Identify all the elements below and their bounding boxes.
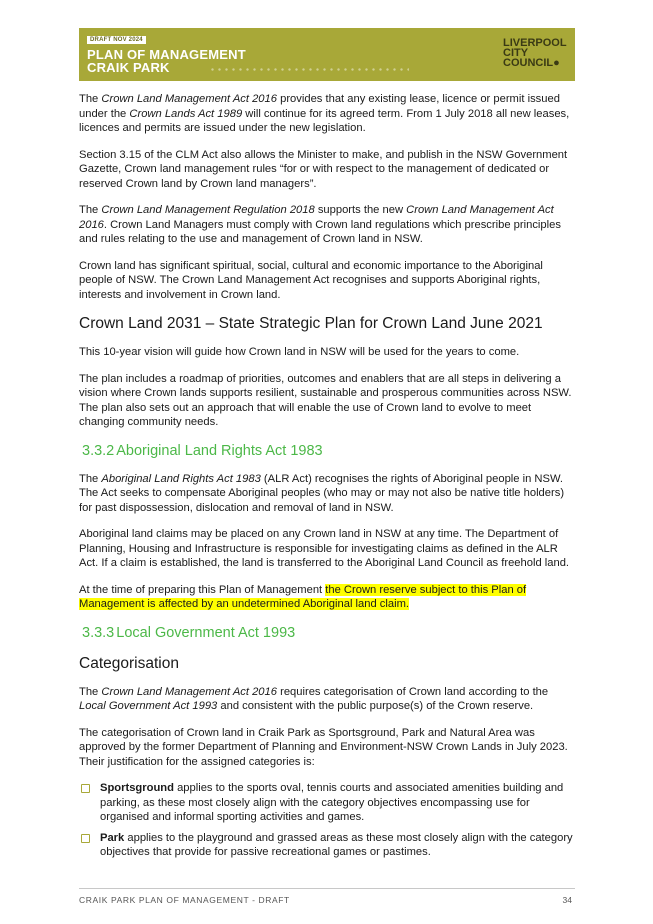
paragraph (79, 472, 575, 516)
council-logo (503, 38, 565, 68)
list-item (79, 831, 575, 860)
text-run: The (79, 93, 102, 105)
text-run: supports the new (314, 204, 407, 216)
section-number: 3.3.3 (82, 624, 115, 641)
paragraph (79, 203, 575, 247)
footer-page-number: 34 (562, 895, 572, 905)
paragraph: Section 3.15 of the CLM Act also allows the Minister to make, and publish in the NSW Government Gazette, Crown land management rules “for or with respect to the management of dedicated or reserved Crown land by Crown land managers”. (79, 148, 568, 190)
subheading-crown-land-2031: Crown Land 2031 – State Strategic Plan for Crown Land June 2021 (79, 315, 543, 332)
text-run: The (79, 472, 102, 485)
highlighted-text: the Crown reserve subject to this Plan of Management is affected by an undetermined Aboriginal land claim. (79, 583, 527, 610)
logo-line: CITY (503, 47, 529, 59)
text-run: The (79, 685, 102, 698)
logo-line: LIVERPOOL (503, 37, 567, 49)
category-description: applies to the sports oval, tennis courts and associated amenities building and parking, as these most closely align with the category objectives encompassing use for organised and informal sporting activities and games. (100, 782, 564, 823)
paragraph (79, 92, 575, 136)
italic-act-name: Aboriginal Land Rights Act 1983 (101, 472, 261, 485)
category-name: Sportsground (100, 782, 174, 794)
list-item (79, 781, 575, 825)
section-heading-3-3-2 (82, 442, 575, 460)
text-run: (ALR Act) recognises the rights of Aboriginal people in NSW. The Act seeks to compensate Aboriginal peoples (who may or may not also be native title holders) for past dispossession, dislocation and removal of land in NSW. (79, 472, 565, 514)
footer-document-title: CRAIK PARK PLAN OF MANAGEMENT - DRAFT (79, 895, 290, 905)
footer-divider (79, 888, 575, 889)
subheading-categorisation: Categorisation (79, 654, 179, 672)
category-description: applies to the playground and grassed areas as these most closely align with the category objectives that provide for passive recreational games or pastimes. (100, 831, 573, 858)
section-title: Local Government Act 1993 (116, 624, 296, 641)
category-name: Park (100, 831, 125, 844)
italic-act-name: Local Government Act 1993 (79, 700, 218, 712)
italic-act-name: Crown Land Management Regulation 2018 (101, 204, 315, 216)
paragraph (79, 685, 575, 714)
banner-title: PLAN OF MANAGEMENT (87, 47, 246, 62)
banner-subtitle: CRAIK PARK (87, 60, 170, 75)
paragraph-highlighted (79, 583, 575, 612)
text-run: will continue for its agreed term. From 1 July 2018 all new leases, licences and permits are issued under the new legislation. (79, 107, 570, 134)
italic-act-name: Crown Land Management Act 2016 (101, 93, 277, 105)
paragraph: Crown land has significant spiritual, social, cultural and economic importance to the Aboriginal people of NSW. The Crown Land Management Act recognises and supports Aboriginal rights, interests and involvement in Crown land. (79, 259, 543, 301)
text-run: and consistent with the public purpose(s) of the Crown reserve. (217, 700, 534, 712)
text-run: . Crown Land Managers must comply with Crown land regulations which prescribe principles and rules relating to the use and management of Crown land in NSW. (79, 218, 561, 245)
banner-dot-pattern (209, 66, 409, 74)
document-body (79, 92, 575, 868)
logo-line: COUNCIL● (503, 57, 560, 69)
checkbox-bullet-icon (81, 784, 90, 793)
category-list (79, 781, 575, 860)
italic-act-name: Crown Land Management Act 2016 (101, 685, 277, 698)
paragraph: The plan includes a roadmap of priorities, outcomes and enablers that are all steps in delivering a vision where Crown lands supports resilient, sustainable and prosperous communities across NSW. The plan also sets out an approach that will enable the use of Crown land to evolve to meet changing community needs. (79, 372, 572, 428)
section-number: 3.3.2 (82, 442, 115, 459)
text-run: requires categorisation of Crown land according to the (276, 685, 549, 698)
italic-act-name: Crown Lands Act 1989 (129, 107, 243, 120)
checkbox-bullet-icon (81, 834, 90, 843)
paragraph: This 10-year vision will guide how Crown land in NSW will be used for the years to come. (79, 346, 520, 358)
text-run: At the time of preparing this Plan of Management (79, 583, 326, 596)
italic-act-name: Crown Land Management Act 2016 (79, 204, 554, 231)
section-heading-3-3-3 (82, 624, 575, 642)
section-title: Aboriginal Land Rights Act 1983 (116, 442, 323, 459)
text-run: The (79, 204, 102, 216)
paragraph: Aboriginal land claims may be placed on any Crown land in NSW at any time. The Department of Planning, Housing and Infrastructure is responsible for investigating claims as defined in the ALR Act. If a claim is established, the land is transferred to the Aboriginal Land Council as freehold land. (79, 528, 570, 569)
header-banner (79, 28, 575, 81)
text-run: provides that any existing lease, licence or permit issued under the (79, 93, 560, 120)
draft-tag: DRAFT NOV 2024 (87, 36, 146, 44)
paragraph: The categorisation of Crown land in Craik Park as Sportsground, Park and Natural Area was approved by the former Department of Planning and Environment-NSW Crown Lands in July 2023. Their justification for the assigned categories is: (79, 726, 568, 768)
